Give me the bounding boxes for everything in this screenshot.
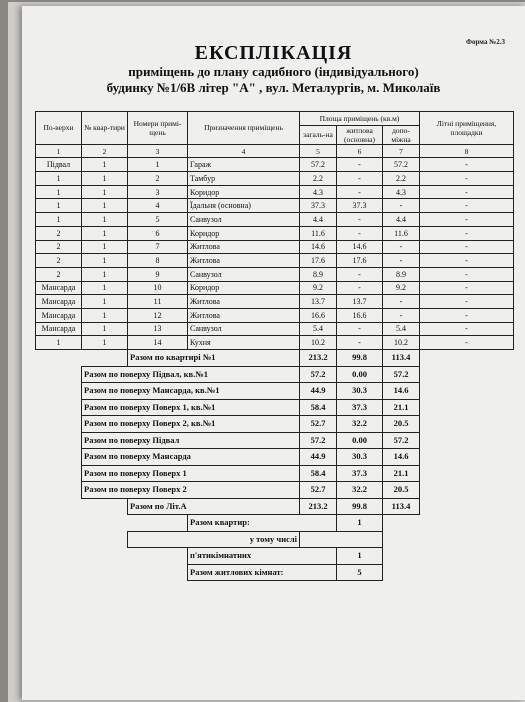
form-number: Форма №2.3 — [465, 38, 505, 46]
total-aux: 57.2 — [383, 432, 420, 449]
cell-room-number: 10 — [128, 281, 188, 295]
total-label: Разом по поверху Поверх 2 — [82, 482, 300, 499]
cell-aux: 11.6 — [383, 226, 420, 240]
cell-total: 37.3 — [300, 199, 337, 213]
lit-total-row — [36, 498, 514, 515]
apartment-total-row — [36, 350, 514, 367]
blank-cell — [420, 366, 514, 383]
cell-aux: - — [383, 199, 420, 213]
living-rooms-total-row — [36, 564, 514, 581]
total-aux: 21.1 — [383, 399, 420, 416]
column-number: 7 — [383, 144, 420, 158]
cell-summer: - — [420, 226, 514, 240]
floor-total-row — [36, 432, 514, 449]
header-room-number: Номери примі-щень — [128, 112, 188, 145]
cell-floor: Мансарда — [36, 308, 82, 322]
cell-apartment: 1 — [82, 308, 128, 322]
total-living: 37.3 — [337, 465, 383, 482]
total-label: Разом по Літ.А — [128, 498, 300, 515]
floor-total-row — [36, 383, 514, 400]
cell-room-number: 6 — [128, 226, 188, 240]
floor-total-row — [36, 449, 514, 466]
total-label: Разом по поверху Поверх 1 — [82, 465, 300, 482]
total-living: 0.00 — [337, 432, 383, 449]
cell-floor: 1 — [36, 199, 82, 213]
cell-total: 4.4 — [300, 213, 337, 227]
cell-aux: - — [383, 240, 420, 254]
cell-living: - — [337, 336, 383, 350]
total-aux: 113.4 — [383, 350, 420, 367]
cell-floor: Мансарда — [36, 322, 82, 336]
total-label: Разом по поверху Мансарда, кв.№1 — [82, 383, 300, 400]
floor-total-row — [36, 399, 514, 416]
cell-apartment: 1 — [82, 322, 128, 336]
cell-aux: - — [383, 254, 420, 268]
total-area: 213.2 — [300, 350, 337, 367]
cell-living: 37.3 — [337, 199, 383, 213]
cell-purpose: Житлова — [188, 254, 300, 268]
floor-total-row — [36, 416, 514, 433]
cell-total: 57.2 — [300, 158, 337, 172]
cell-room-number: 11 — [128, 295, 188, 309]
cell-summer: - — [420, 322, 514, 336]
total-aux: 21.1 — [383, 465, 420, 482]
cell-total: 10.2 — [300, 336, 337, 350]
blank-cell — [383, 548, 514, 565]
total-label: Разом по поверху Підвал, кв.№1 — [82, 366, 300, 383]
table-row — [36, 295, 514, 309]
blank-cell — [36, 465, 82, 482]
blank-cell — [420, 416, 514, 433]
cell-living: - — [337, 213, 383, 227]
column-number: 8 — [420, 144, 514, 158]
blank-cell — [420, 465, 514, 482]
total-label: Разом по квартирі №1 — [128, 350, 300, 367]
cell-apartment: 1 — [82, 295, 128, 309]
blank-cell — [36, 531, 128, 548]
cell-living: - — [337, 158, 383, 172]
header-summer: Літні приміщення, площадки — [420, 112, 514, 145]
cell-total: 8.9 — [300, 267, 337, 281]
cell-summer: - — [420, 158, 514, 172]
cell-summer: - — [420, 254, 514, 268]
blank-cell — [383, 531, 514, 548]
cell-purpose: Їдальня (основна) — [188, 199, 300, 213]
summary-label: Разом житлових кімнат: — [188, 564, 337, 581]
cell-floor: 1 — [36, 172, 82, 186]
cell-purpose: Коридор — [188, 185, 300, 199]
floor-total-row — [36, 482, 514, 499]
cell-aux: 10.2 — [383, 336, 420, 350]
cell-summer: - — [420, 267, 514, 281]
column-number-row — [36, 144, 514, 158]
total-aux: 113.4 — [383, 498, 420, 515]
total-area: 52.7 — [300, 482, 337, 499]
cell-room-number: 13 — [128, 322, 188, 336]
blank-cell — [36, 366, 82, 383]
cell-aux: 57.2 — [383, 158, 420, 172]
five-room-row — [36, 548, 514, 565]
total-aux: 14.6 — [383, 383, 420, 400]
total-area: 58.4 — [300, 465, 337, 482]
cell-room-number: 3 — [128, 185, 188, 199]
cell-living: 13.7 — [337, 295, 383, 309]
cell-aux: - — [383, 308, 420, 322]
blank-cell — [420, 498, 514, 515]
blank-cell — [36, 416, 82, 433]
table-row — [36, 308, 514, 322]
total-living: 30.3 — [337, 449, 383, 466]
blank-cell — [420, 350, 514, 367]
cell-room-number: 5 — [128, 213, 188, 227]
blank-cell — [36, 399, 82, 416]
table-row — [36, 199, 514, 213]
cell-apartment: 1 — [82, 172, 128, 186]
cell-purpose: Кухня — [188, 336, 300, 350]
cell-total: 9.2 — [300, 281, 337, 295]
subtitle-line-1: приміщень до плану садибного (індивідуального) — [128, 64, 419, 79]
cell-floor: Мансарда — [36, 295, 82, 309]
blank-cell — [36, 498, 128, 515]
cell-living: - — [337, 185, 383, 199]
cell-apartment: 1 — [82, 254, 128, 268]
cell-summer: - — [420, 240, 514, 254]
total-label: Разом по поверху Поверх 2, кв.№1 — [82, 416, 300, 433]
blank-cell — [420, 449, 514, 466]
blank-cell — [420, 399, 514, 416]
cell-purpose: Санвузол — [188, 267, 300, 281]
table-row — [36, 226, 514, 240]
document-sheet — [22, 6, 525, 700]
table-row — [36, 267, 514, 281]
column-number: 2 — [82, 144, 128, 158]
cell-purpose: Коридор — [188, 226, 300, 240]
blank-cell — [420, 383, 514, 400]
cell-total: 14.6 — [300, 240, 337, 254]
cell-apartment: 1 — [82, 240, 128, 254]
total-area: 52.7 — [300, 416, 337, 433]
total-area: 44.9 — [300, 449, 337, 466]
cell-apartment: 1 — [82, 158, 128, 172]
cell-floor: 1 — [36, 336, 82, 350]
table-row — [36, 158, 514, 172]
cell-living: 16.6 — [337, 308, 383, 322]
cell-floor: 2 — [36, 267, 82, 281]
cell-living: 17.6 — [337, 254, 383, 268]
cell-room-number: 2 — [128, 172, 188, 186]
blank-cell — [36, 383, 82, 400]
cell-total: 13.7 — [300, 295, 337, 309]
explication-table — [35, 111, 514, 581]
cell-summer: - — [420, 281, 514, 295]
total-living: 30.3 — [337, 383, 383, 400]
blank-cell — [36, 515, 188, 532]
cell-room-number: 14 — [128, 336, 188, 350]
cell-living: - — [337, 172, 383, 186]
blank-cell — [383, 564, 514, 581]
cell-floor: 2 — [36, 254, 82, 268]
cell-summer: - — [420, 308, 514, 322]
cell-total: 17.6 — [300, 254, 337, 268]
blank-cell — [36, 548, 188, 565]
cell-living: - — [337, 226, 383, 240]
total-living: 0.00 — [337, 366, 383, 383]
header-apartment: № квар-тири — [82, 112, 128, 145]
header-floor: По-верхи — [36, 112, 82, 145]
cell-summer: - — [420, 336, 514, 350]
total-area: 57.2 — [300, 366, 337, 383]
cell-summer: - — [420, 213, 514, 227]
cell-apartment: 1 — [82, 281, 128, 295]
cell-floor: 2 — [36, 240, 82, 254]
blank-cell — [36, 449, 82, 466]
cell-room-number: 8 — [128, 254, 188, 268]
header-living: житлова (основна) — [337, 125, 383, 144]
cell-aux: 9.2 — [383, 281, 420, 295]
cell-room-number: 4 — [128, 199, 188, 213]
cell-apartment: 1 — [82, 199, 128, 213]
header-aux: допо-міжна — [383, 125, 420, 144]
total-living: 99.8 — [337, 498, 383, 515]
cell-total: 4.3 — [300, 185, 337, 199]
table-row — [36, 322, 514, 336]
header-purpose: Призначення приміщень — [188, 112, 300, 145]
cell-total: 16.6 — [300, 308, 337, 322]
header-total: загаль-на — [300, 125, 337, 144]
blank-cell — [36, 350, 128, 367]
total-aux: 14.6 — [383, 449, 420, 466]
total-label: Разом по поверху Мансарда — [82, 449, 300, 466]
cell-aux: - — [383, 295, 420, 309]
blank-cell — [36, 432, 82, 449]
cell-floor: 1 — [36, 213, 82, 227]
cell-living: - — [337, 267, 383, 281]
cell-summer: - — [420, 199, 514, 213]
column-number: 5 — [300, 144, 337, 158]
column-number: 4 — [188, 144, 300, 158]
column-number: 6 — [337, 144, 383, 158]
blank-cell — [300, 531, 383, 548]
cell-floor: 1 — [36, 185, 82, 199]
blank-cell — [420, 482, 514, 499]
total-label: Разом по поверху Підвал — [82, 432, 300, 449]
table-row — [36, 185, 514, 199]
summary-value: 1 — [337, 548, 383, 565]
cell-purpose: Житлова — [188, 240, 300, 254]
cell-purpose: Коридор — [188, 281, 300, 295]
total-living: 32.2 — [337, 482, 383, 499]
table-row — [36, 281, 514, 295]
blank-cell — [383, 515, 514, 532]
cell-aux: 4.4 — [383, 213, 420, 227]
cell-aux: 8.9 — [383, 267, 420, 281]
floor-total-row — [36, 465, 514, 482]
table-row — [36, 240, 514, 254]
cell-room-number: 9 — [128, 267, 188, 281]
cell-aux: 5.4 — [383, 322, 420, 336]
table-row — [36, 172, 514, 186]
cell-aux: 2.2 — [383, 172, 420, 186]
summary-label: п'ятикімнатних — [188, 548, 337, 565]
total-area: 213.2 — [300, 498, 337, 515]
cell-floor: 2 — [36, 226, 82, 240]
total-living: 37.3 — [337, 399, 383, 416]
cell-room-number: 12 — [128, 308, 188, 322]
cell-total: 5.4 — [300, 322, 337, 336]
summary-value: 1 — [337, 515, 383, 532]
cell-living: - — [337, 322, 383, 336]
cell-apartment: 1 — [82, 226, 128, 240]
cell-total: 2.2 — [300, 172, 337, 186]
cell-living: 14.6 — [337, 240, 383, 254]
total-aux: 20.5 — [383, 482, 420, 499]
total-aux: 57.2 — [383, 366, 420, 383]
blank-cell — [36, 564, 188, 581]
total-aux: 20.5 — [383, 416, 420, 433]
cell-room-number: 1 — [128, 158, 188, 172]
including-label: у тому числі — [128, 531, 300, 548]
blank-cell — [36, 482, 82, 499]
document-title: ЕКСПЛІКАЦІЯ — [194, 42, 353, 64]
cell-floor: Підвал — [36, 158, 82, 172]
cell-apartment: 1 — [82, 336, 128, 350]
column-number: 3 — [128, 144, 188, 158]
cell-purpose: Тамбур — [188, 172, 300, 186]
cell-purpose: Санвузол — [188, 213, 300, 227]
cell-living: - — [337, 281, 383, 295]
cell-purpose: Санвузол — [188, 322, 300, 336]
cell-summer: - — [420, 295, 514, 309]
table-row — [36, 254, 514, 268]
floor-total-row — [36, 366, 514, 383]
table-row — [36, 213, 514, 227]
total-area: 57.2 — [300, 432, 337, 449]
subtitle-line-2: будинку №1/6В літер "А" , вул. Металургів, м. Миколаїв — [106, 80, 441, 95]
cell-purpose: Гараж — [188, 158, 300, 172]
column-number: 1 — [36, 144, 82, 158]
header-area-group: Площа приміщень (кв.м) — [300, 112, 420, 126]
cell-summer: - — [420, 185, 514, 199]
cell-total: 11.6 — [300, 226, 337, 240]
cell-floor: Мансарда — [36, 281, 82, 295]
cell-apartment: 1 — [82, 267, 128, 281]
total-living: 99.8 — [337, 350, 383, 367]
cell-apartment: 1 — [82, 185, 128, 199]
apartments-total-row — [36, 515, 514, 532]
summary-value: 5 — [337, 564, 383, 581]
cell-purpose: Житлова — [188, 295, 300, 309]
summary-label: Разом квартир: — [188, 515, 337, 532]
total-area: 44.9 — [300, 383, 337, 400]
cell-apartment: 1 — [82, 213, 128, 227]
cell-room-number: 7 — [128, 240, 188, 254]
cell-aux: 4.3 — [383, 185, 420, 199]
cell-purpose: Житлова — [188, 308, 300, 322]
total-label: Разом по поверху Поверх 1, кв.№1 — [82, 399, 300, 416]
cell-summer: - — [420, 172, 514, 186]
table-row — [36, 336, 514, 350]
total-living: 32.2 — [337, 416, 383, 433]
blank-cell — [420, 432, 514, 449]
including-row — [36, 531, 514, 548]
total-area: 58.4 — [300, 399, 337, 416]
